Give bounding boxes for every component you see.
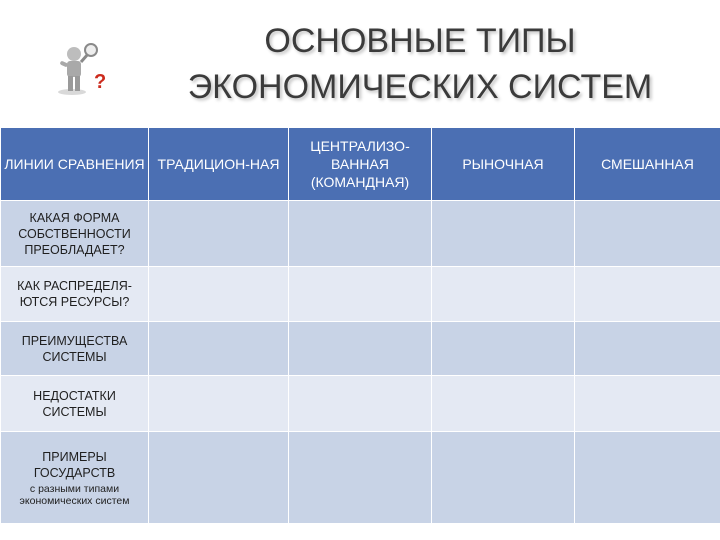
row-label-resources: КАК РАСПРЕДЕЛЯ-ЮТСЯ РЕСУРСЫ? (1, 267, 149, 322)
header-centralized: ЦЕНТРАЛИЗО-ВАННАЯ (КОМАНДНАЯ) (289, 128, 432, 201)
table-cell[interactable] (432, 267, 575, 322)
table-cell[interactable] (149, 267, 289, 322)
row-label-examples (1, 432, 149, 524)
table-cell[interactable] (289, 322, 432, 376)
question-mark-text: ? (94, 71, 107, 93)
header-mixed: СМЕШАННАЯ (575, 128, 720, 201)
table-row (1, 201, 720, 267)
table-cell[interactable] (289, 376, 432, 432)
table-cell[interactable] (575, 267, 720, 322)
table-cell[interactable] (149, 201, 289, 267)
header-row (1, 128, 720, 201)
table-row (1, 432, 720, 524)
row-label-examples-note: с разными типами экономических систем (19, 482, 130, 507)
table-cell[interactable] (149, 322, 289, 376)
table-cell[interactable] (289, 201, 432, 267)
table-cell[interactable] (575, 432, 720, 524)
row-label-ownership: КАКАЯ ФОРМА СОБСТВЕННОСТИ ПРЕОБЛАДАЕТ? (1, 201, 149, 267)
row-label-advantages: ПРЕИМУЩЕСТВА СИСТЕМЫ (1, 322, 149, 376)
header-traditional: ТРАДИЦИОН-НАЯ (149, 128, 289, 201)
title-line-1: ОСНОВНЫЕ ТИПЫ (264, 22, 576, 60)
table-cell[interactable] (432, 432, 575, 524)
header-comparison-lines: ЛИНИИ СРАВНЕНИЯ (1, 128, 149, 201)
row-label-disadvantages: НЕДОСТАТКИ СИСТЕМЫ (1, 376, 149, 432)
table-cell[interactable] (432, 322, 575, 376)
header-market: РЫНОЧНАЯ (432, 128, 575, 201)
table-cell[interactable] (289, 267, 432, 322)
table-cell[interactable] (149, 432, 289, 524)
table-cell[interactable] (575, 322, 720, 376)
table-cell[interactable] (432, 201, 575, 267)
table-cell[interactable] (432, 376, 575, 432)
table-cell[interactable] (289, 432, 432, 524)
table-row (1, 376, 720, 432)
comparison-table (0, 127, 720, 524)
title-line-2: ЭКОНОМИЧЕСКИХ СИСТЕМ (187, 68, 653, 106)
page-title (170, 18, 670, 110)
table-row (1, 267, 720, 322)
table-cell[interactable] (575, 201, 720, 267)
row-label-examples-title: ПРИМЕРЫ ГОСУДАРСТВ (33, 449, 116, 480)
table-cell[interactable] (149, 376, 289, 432)
table-row (1, 322, 720, 376)
table-cell[interactable] (575, 376, 720, 432)
question-person-icon (52, 40, 112, 100)
